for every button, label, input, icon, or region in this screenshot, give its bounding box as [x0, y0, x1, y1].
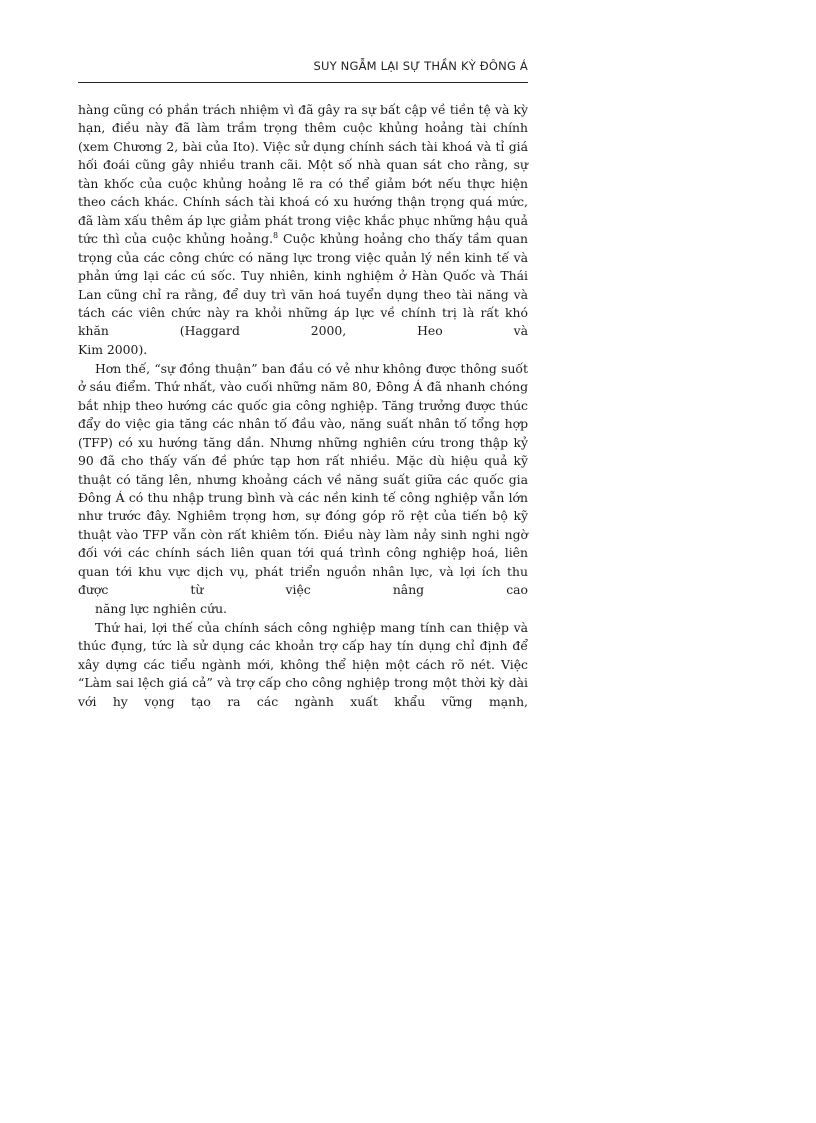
body-text: [78, 101, 528, 711]
paragraph-2: [78, 360, 528, 618]
paragraph-2-last-line: năng lực nghiên cứu.: [95, 600, 227, 616]
running-header: [78, 58, 528, 83]
paragraph-3: [78, 619, 528, 711]
paragraph-1-text-continued: Cuộc khủng hoảng cho thấy tầm quan trọng của các công chức có năng lực trong việc quản lý nền kinh tế và phản ứng lại các cú sốc. Tuy nhiên, kinh nghiệm ở Hàn Quốc và Thái Lan cũng chỉ ra rằng, để duy trì văn hoá tuyển dụng theo tài năng và tách các viên chức này ra khỏi những áp lực về chính trị là rất khó khăn (Haggard 2000, Heo và: [78, 231, 528, 339]
paragraph-1-text: hàng cũng có phần trách nhiệm vì đã gây ra sự bất cập về tiền tệ và kỳ hạn, điều này đã làm trầm trọng thêm cuộc khủng hoảng tài chính (xem Chương 2, bài của Ito). Việc sử dụng chính sách tài khoá và tỉ giá hối đoái cũng gây nhiều tranh cãi. Một số nhà quan sát cho rằng, sự tàn khốc của cuộc khủng hoảng lẽ ra có thể giảm bớt nếu thực hiện theo cách khác. Chính sách tài khoá có xu hướng thận trọng quá mức, đã làm xấu thêm áp lực giảm phát trong việc khắc phục những hậu quả tức thì của cuộc khủng hoảng.: [78, 102, 528, 247]
running-header-title: SUY NGẪM LẠI SỰ THẦN KỲ ĐÔNG Á: [313, 59, 528, 73]
paragraph-3-text: Thứ hai, lợi thế của chính sách công nghiệp mang tính can thiệp và thúc đụng, tức là sử dụng các khoản trợ cấp hay tín dụng chỉ định để xây dựng các tiểu ngành mới, không thể hiện một cách rõ nét. Việc “Làm sai lệch giá cả” và trợ cấp cho công nghiệp trong một thời kỳ dài với hy vọng tạo ra các ngành xuất khẩu vững mạnh,: [78, 619, 528, 709]
paragraph-1-last-line: Kim 2000).: [78, 341, 148, 357]
paragraph-1: [78, 101, 528, 359]
footnote-marker: 8: [273, 231, 279, 241]
paragraph-2-text: Hơn thế, “sự đồng thuận” ban đầu có vẻ như không được thông suốt ở sáu điểm. Thứ nhất, vào cuối những năm 80, Đông Á đã nhanh chóng bắt nhịp theo hướng các quốc gia công nghiệp. Tăng trưởng được thúc đẩy do việc gia tăng các nhân tố đầu vào, năng suất nhân tố tổng hợp (TFP) có xu hướng tăng dần. Nhưng những nghiên cứu trong thập kỷ 90 đã cho thấy vấn đề phức tạp hơn rất nhiều. Mặc dù hiệu quả kỹ thuật có tăng lên, nhưng khoảng cách về năng suất giữa các quốc gia Đông Á có thu nhập trung bình và các nền kinh tế công nghiệp vẫn lớn như trước đây. Nghiêm trọng hơn, sự đóng góp rõ rệt của tiến bộ kỹ thuật vào TFP vẫn còn rất khiêm tốn. Điều này làm nảy sinh nghi ngờ đối với các chính sách liên quan tới quá trình công nghiệp hoá, liên quan tới khu vực dịch vụ, phát triển nguồn nhân lực, và lợi ích thu được từ việc nâng cao: [78, 360, 528, 598]
